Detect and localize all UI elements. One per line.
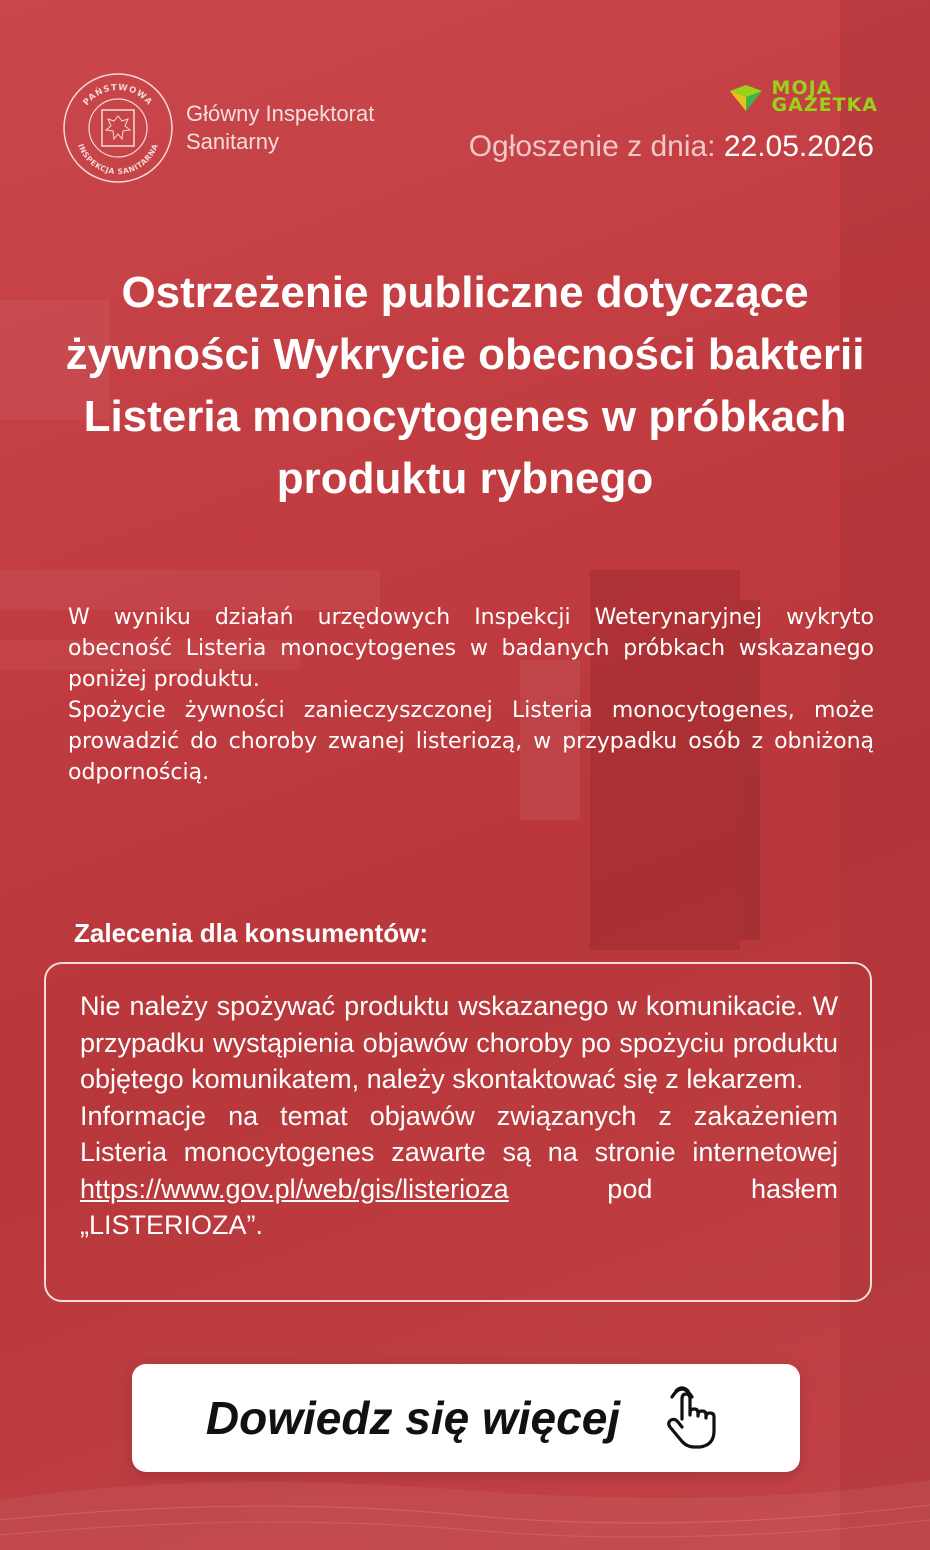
listerioza-link[interactable]: https://www.gov.pl/web/gis/listerioza [80, 1173, 509, 1204]
brand-line-1: MOJA [771, 77, 833, 99]
seal-top-text: PAŃSTWOWA [81, 82, 155, 108]
organization-name: Główny Inspektorat Sanitarny [186, 101, 375, 154]
brand-line-2: GAZETKA [771, 94, 878, 116]
recommendations-text-after-link: pod hasłem „LISTERIOZA”. [80, 1173, 838, 1240]
gis-logo-block [62, 72, 416, 184]
learn-more-button[interactable] [132, 1364, 800, 1472]
learn-more-label: Dowiedz się więcej [205, 1392, 621, 1444]
seal-bottom-text: INSPEKCJA SANITARNA [76, 142, 160, 177]
intro-text [68, 602, 874, 788]
recommendations-box [44, 962, 872, 1302]
inspection-seal-logo [62, 72, 174, 184]
svg-text:INSPEKCJA SANITARNA [76, 142, 160, 176]
page-title: Ostrzeżenie publiczne dotyczące żywności Wykrycie obecności bakterii Listeria monocytogenes w próbkach produktu rybnego [65, 268, 865, 503]
recommendations-paragraph-2 [80, 1098, 838, 1244]
brand-text [771, 77, 878, 116]
announcement-date [469, 130, 874, 164]
recommendations-text-before-link: Informacje na temat objawów związanych z zakażeniem Listeria monocytogenes zawarte są na stronie internetowej [80, 1100, 838, 1167]
svg-text:PAŃSTWOWA [82, 83, 155, 108]
brand-leaf-icon [726, 81, 770, 113]
intro-paragraph-1: W wyniku działań urzędowych Inspekcji Weterynaryjnej wykryto obecność Listeria monocytogenes w badanych próbkach wskazanego poniżej produktu. [68, 605, 874, 692]
date-value: 22.05.2026 [723, 130, 874, 163]
hand-pointer-icon [662, 1385, 726, 1451]
intro-paragraph-2: Spożycie żywności zanieczyszczonej Listeria monocytogenes, może prowadzić do choroby zwanej listeriozą, w przypadku osób z obniżoną odpornością. [68, 698, 874, 785]
recommendations-paragraph-1: Nie należy spożywać produktu wskazanego w komunikacie. W przypadku wystąpienia objawów choroby po spożyciu produktu objętego komunikatem, należy skontaktować się z lekarzem. [80, 991, 838, 1094]
recommendations-heading: Zalecenia dla konsumentów: [74, 918, 428, 948]
moja-gazetka-logo[interactable] [726, 77, 878, 116]
date-label: Ogłoszenie z dnia: [468, 130, 716, 163]
